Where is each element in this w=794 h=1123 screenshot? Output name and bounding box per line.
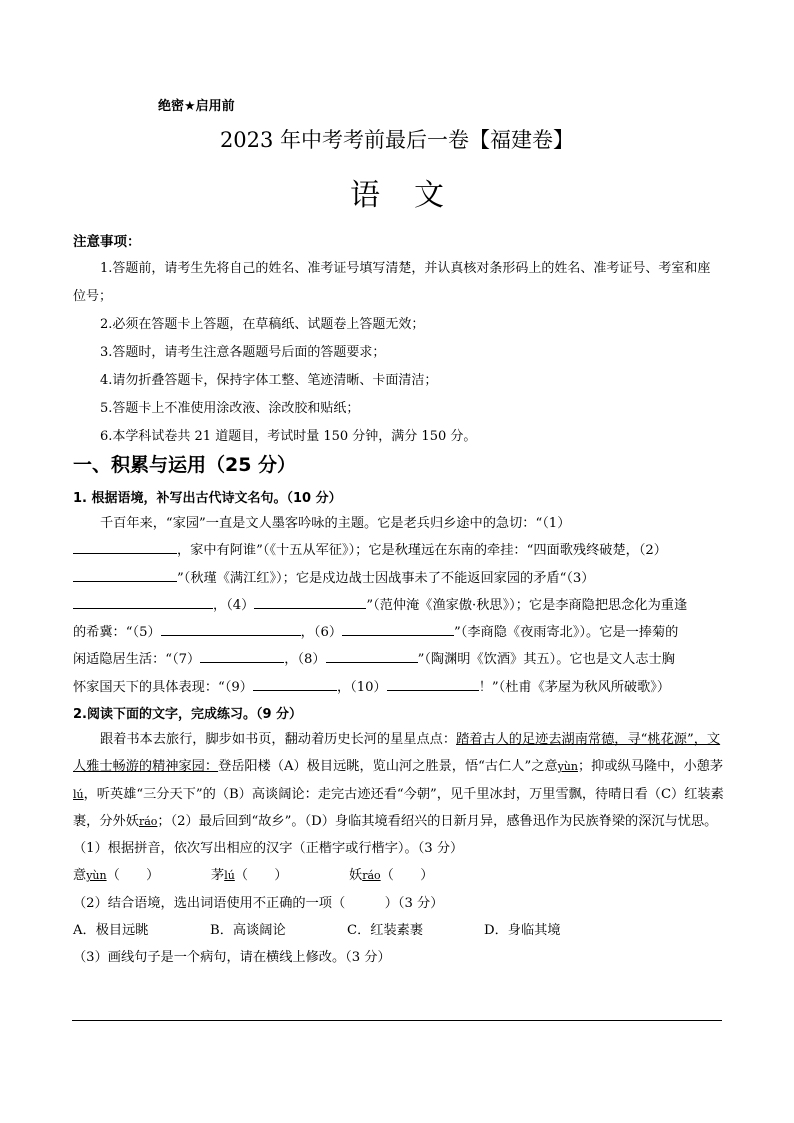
pinyin: ráo — [138, 814, 158, 828]
pinyin: yùn — [557, 760, 578, 774]
answer-blank[interactable] — [161, 620, 301, 636]
question-2-sub2: （2）结合语境，选出词语使用不正确的一项（ ）（3 分） — [73, 895, 444, 911]
answer-blank[interactable] — [73, 538, 177, 554]
question-2-sub1: （1）根据拼音，依次写出相应的汉字（正楷字或行楷字）。（3 分） — [73, 841, 464, 857]
option-b[interactable]: B．高谈阔论 — [210, 923, 286, 939]
question-1-line: ”（秋瑾《满江红》）；它是戍边战士因战事未了不能返回家园的矛盾“（3） — [73, 565, 723, 592]
subject-title: 语文 — [350, 178, 478, 213]
answer-blank[interactable] — [73, 566, 177, 582]
answer-blank[interactable]: （ ） — [380, 868, 434, 884]
pinyin-row: 意yùn（ ） 茅lú（ ） 妖ráo（ ） — [73, 868, 434, 884]
question-1-title: 1. 根据语境，补写出古代诗文名句。（10 分） — [73, 491, 342, 506]
question-2 — [73, 704, 725, 972]
question-1-line: 的希冀：“（5） ，（6） ”（李商隐《夜雨寄北》）。它是一捧菊的 — [73, 619, 723, 646]
question-1-text: 千百年来，“家园”一直是文人墨客吟咏的主题。它是老兵归乡途中的急切：“（1） — [100, 516, 571, 531]
exam-title: 2023 年中考考前最后一卷【福建卷】 — [219, 128, 575, 152]
question-2-title: 2.阅读下面的文字，完成练习。（9 分） — [73, 707, 303, 722]
notice-item: 4.请勿折叠答题卡，保持字体工整、笔迹清晰、卡面清洁； — [100, 373, 438, 388]
notice-item: 5.答题卡上不准使用涂改液、涂改胶和贴纸； — [100, 401, 360, 416]
answer-blank[interactable] — [326, 647, 418, 663]
answer-blank[interactable]: （ ） — [234, 868, 288, 884]
answer-blank[interactable] — [200, 647, 284, 663]
question-2-passage: 跟着书本去旅行，脚步如书页，翻动着历史长河的星星点点：踏着古人的足迹去湖南常德，寻“桃花源”，文人雅士畅游的精神家园：登岳阳楼（A）极目远眺，览山河之胜景，悟“古仁人”之意yùn；抑或纵马隆中，小憩茅lú，听英雄“三分天下”的（B）高谈阔论：走完古迹还看“今朝”，见千里冰封，万里雪飘，待晴日看（C）红装素裹，分外妖ráo；（2）最后回到“故乡”。（D）身临其境看绍兴的日新月异，感鲁迅作为民族脊梁的深沉与忧思。 — [73, 732, 724, 829]
question-1-line: 怀家国天下的具体表现：“（9） ，（10） ！”（杜甫《茅屋为秋风所破歌》） — [73, 674, 723, 701]
notice-list — [73, 255, 723, 451]
question-1 — [73, 488, 723, 701]
question-1-line: ，（4） ”（范仲淹《渔家傲·秋思》）；它是李商隐把思念化为重逢 — [73, 592, 723, 619]
question-2-sub3: （3）画线句子是一个病句，请在横线上修改。（3 分） — [73, 950, 391, 966]
answer-blank[interactable] — [73, 593, 213, 609]
notice-item: 6.本学科试卷共 21 道题目，考试时量 150 分钟，满分 150 分。 — [100, 429, 477, 444]
underlined-sentence: 踏着古人的足迹去湖南常德，寻“桃花源”，文人雅士畅游的精神家园： — [73, 732, 721, 775]
answer-blank[interactable] — [387, 675, 479, 691]
option-d[interactable]: D．身临其境 — [484, 923, 561, 939]
notice-item: 2.必须在答题卡上答题，在草稿纸、试题卷上答题无效； — [100, 317, 425, 332]
answer-blank[interactable] — [253, 675, 337, 691]
confidential-label: 绝密★启用前 — [158, 99, 235, 114]
option-c[interactable]: C．红装素裹 — [347, 923, 424, 939]
question-1-line: ，家中有阿谁”（《十五从军征》）；它是秋瑾远在东南的牵挂：“四面歌残终破楚，（2） — [73, 537, 723, 564]
answer-blank[interactable]: （ ） — [106, 868, 160, 884]
option-a[interactable]: A．极目远眺 — [73, 923, 149, 939]
options-row — [73, 917, 725, 944]
notice-item: 1.答题前，请考生先将自己的姓名、准考证号填写清楚，并认真核对条形码上的姓名、准考证号、考室和座位号； — [73, 261, 711, 304]
section-title: 一、积累与运用（25 分） — [73, 454, 297, 476]
answer-blank[interactable] — [254, 593, 366, 609]
pinyin: lú — [73, 787, 84, 801]
answer-line[interactable] — [72, 1020, 722, 1021]
question-1-line: 闲适隐居生活：“（7） ，（8） ”（陶渊明《饮酒》其五）。它也是文人志士胸 — [73, 646, 723, 673]
answer-blank[interactable] — [342, 620, 454, 636]
notice-item: 3.答题时，请考生注意各题题号后面的答题要求； — [100, 345, 386, 360]
notice-title: 注意事项： — [73, 234, 141, 250]
